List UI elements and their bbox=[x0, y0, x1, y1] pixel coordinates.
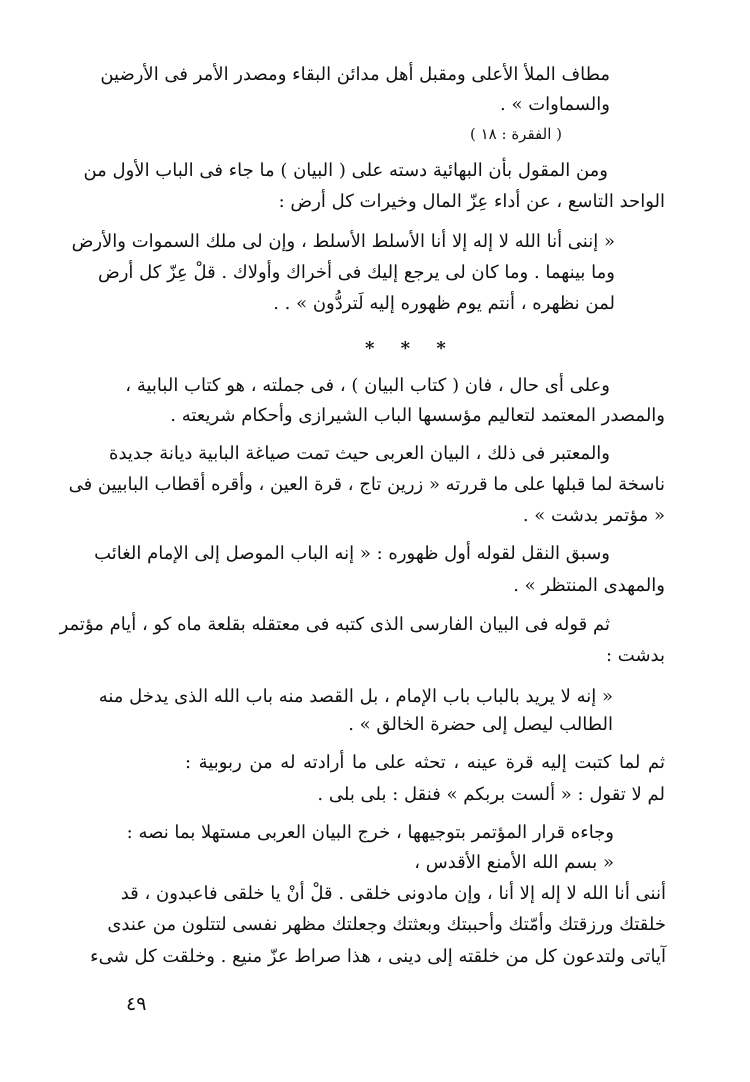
quote-line-8: خلقتك ورزقتك وأمّتك وأحببتك وبعثتك وجعلتك مظهر نفسى لتتلون من عندى bbox=[107, 914, 666, 935]
text-line-5: وعلى أى حال ، فان ( كتاب البيان ) ، فى جملته ، هو كتاب البابية ، bbox=[125, 375, 610, 396]
text-line-3: ومن المقول بأن البهائية دسته على ( البيان ) ما جاء فى الباب الأول من bbox=[83, 160, 608, 181]
text-line-16: وجاءه قرار المؤتمر بتوجيهها ، خرج البيان العربى مستهلا بما نصه : bbox=[126, 822, 614, 843]
text-line-10: وسبق النقل لقوله أول ظهوره : « إنه الباب الموصل إلى الإمام الغائب bbox=[94, 543, 610, 564]
quote-line-4: « إنه لا يريد بالباب باب الإمام ، بل القصد منه باب الله الذى يدخل منه bbox=[98, 686, 613, 707]
text-line-7: والمعتبر فى ذلك ، البيان العربى حيث تمت صياغة البابية ديانة جديدة bbox=[109, 443, 610, 464]
section-separator: * * * bbox=[365, 338, 456, 359]
quote-line-2: وما بينهما . وما كان لى يرجع إليك فى أخراك وأولاك . قلْ عِزّ كل أرض bbox=[97, 262, 615, 283]
text-line-11: والمهدى المنتظر » . bbox=[513, 575, 665, 596]
text-line-15: لم لا تقول : « ألست بربكم » فنقل : بلى بلى . bbox=[317, 784, 665, 805]
text-line-4: الواحد التاسع ، عن أداء عِزّ المال وخيرات كل أرض : bbox=[278, 191, 665, 212]
text-line-8: ناسخة لما قبلها على ما قررته « زرين تاج ، قرة العين ، وأقره أقطاب البابيين فى bbox=[68, 474, 665, 495]
text-line-2: والسماوات » . bbox=[500, 94, 610, 115]
quote-line-9: آياتى ولتدعون كل من خلقته إلى دينى ، هذا صراط عزّ منيع . وخلقت كل شىء bbox=[90, 946, 666, 967]
text-line-9: « مؤتمر بدشت » . bbox=[522, 505, 665, 526]
text-line-6: والمصدر المعتمد لتعاليم مؤسسها الباب الشيرازى وأحكام شريعته . bbox=[170, 405, 665, 426]
text-line-14: ثم لما كتبت إليه قرة عينه ، تحثه على ما أرادته له من ربوبية : bbox=[185, 752, 665, 773]
paragraph-reference: ( الفقرة : ١٨ ) bbox=[469, 125, 562, 143]
text-line-12: ثم قوله فى البيان الفارسى الذى كتبه فى معتقله بقلعة ماه كو ، أيام مؤتمر bbox=[59, 614, 610, 635]
quote-line-6: « بسم الله الأمنع الأقدس ، bbox=[414, 852, 614, 873]
text-line-1: مطاف الملأ الأعلى ومقبل أهل مدائن البقاء ومصدر الأمر فى الأرضين bbox=[100, 64, 610, 85]
page-number: ٤٩ bbox=[126, 993, 147, 1015]
text-line-13: بدشت : bbox=[605, 645, 665, 666]
quote-line-1: « إننى أنا الله لا إله إلا أنا الأسلط الأسلط ، وإن لى ملك السموات والأرض bbox=[71, 231, 615, 252]
quote-line-3: لمن نظهره ، أنتم يوم ظهوره إليه لَتردُّون » . . bbox=[273, 293, 615, 314]
quote-line-7: أننى أنا الله لا إله إلا أنا ، وإن مادونى خلقى . قلْ أنْ يا خلقى فاعبدون ، قد bbox=[120, 883, 666, 904]
quote-line-5: الطالب ليصل إلى حضرة الخالق » . bbox=[348, 714, 613, 735]
